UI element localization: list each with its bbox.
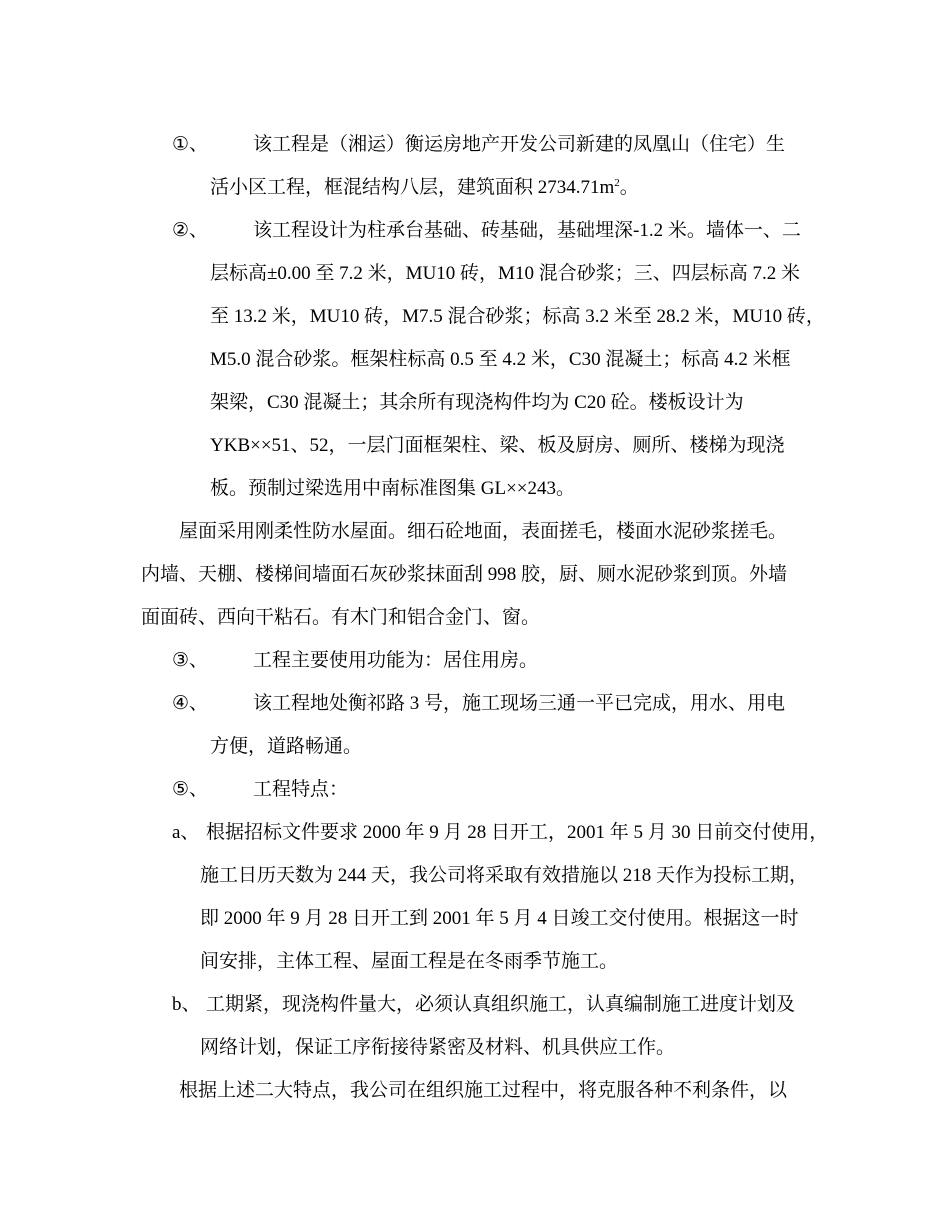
closing-line-1: 根据上述二大特点，我公司在组织施工过程中，将克服各种不利条件，以 bbox=[179, 1080, 788, 1101]
item-4-line-2: 方便，道路畅通。 bbox=[210, 736, 363, 757]
item-3-line-1: 工程主要使用功能为：居住用房。 bbox=[253, 650, 539, 671]
roof-para-line-3: 面面砖、西向干粘石。有木门和铝合金门、窗。 bbox=[141, 607, 541, 628]
item-1-line-2-end: 。 bbox=[619, 177, 639, 198]
item-b-line-1: 工期紧，现浇构件量大，必须认真组织施工，认真编制施工进度计划及 bbox=[206, 994, 796, 1015]
item-2-line-3: 至 13.2 米，MU10 砖，M7.5 混合砂浆；标高 3.2 米至 28.2 米，MU10 砖， bbox=[210, 306, 825, 327]
item-1-line-2 bbox=[210, 176, 639, 200]
item-a-line-3: 即 2000 年 9 月 28 日开工到 2001 年 5 月 4 日竣工交付使用。根据这一时 bbox=[200, 908, 799, 929]
item-2-marker: ②、 bbox=[172, 220, 209, 241]
item-a-line-1: 根据招标文件要求 2000 年 9 月 28 日开工，2001 年 5 月 30 日前交付使用， bbox=[206, 822, 829, 843]
item-a-line-4: 间安排，主体工程、屋面工程是在冬雨季节施工。 bbox=[200, 951, 619, 972]
item-5-line-1: 工程特点： bbox=[253, 779, 349, 800]
item-1-line-1: 该工程是（湘运）衡运房地产开发公司新建的凤凰山（住宅）生 bbox=[253, 134, 786, 155]
item-2-line-5: 架梁，C30 混凝土；其余所有现浇构件均为 C20 砼。楼板设计为 bbox=[210, 392, 744, 413]
item-3-marker: ③、 bbox=[172, 650, 209, 671]
item-4-line-1: 该工程地处衡祁路 3 号，施工现场三通一平已完成，用水、用电 bbox=[253, 693, 786, 714]
item-2-line-4: M5.0 混合砂浆。框架柱标高 0.5 至 4.2 米，C30 混凝土；标高 4.2 米框 bbox=[210, 349, 791, 370]
item-1-marker: ①、 bbox=[172, 134, 209, 155]
item-1-line-2-text: 活小区工程，框混结构八层，建筑面积 2734.71m bbox=[210, 177, 615, 198]
roof-para-line-1: 屋面采用刚柔性防水屋面。细石砼地面，表面搓毛，楼面水泥砂浆搓毛。 bbox=[179, 521, 788, 542]
superscript-2: 2 bbox=[614, 177, 620, 189]
item-a-marker: a、 bbox=[172, 822, 200, 843]
item-2-line-2: 层标高±0.00 至 7.2 米，MU10 砖，M10 混合砂浆；三、四层标高 7.2 米 bbox=[210, 263, 800, 284]
item-a-line-2: 施工日历天数为 244 天，我公司将采取有效措施以 218 天作为投标工期， bbox=[200, 865, 809, 886]
item-2-line-1: 该工程设计为柱承台基础、砖基础，基础埋深-1.2 米。墙体一、二 bbox=[253, 220, 801, 241]
item-5-marker: ⑤、 bbox=[172, 779, 209, 800]
item-2-line-7: 板。预制过梁选用中南标准图集 GL××243。 bbox=[210, 478, 576, 499]
item-b-marker: b、 bbox=[172, 994, 201, 1015]
item-2-line-6: YKB××51、52，一层门面框架柱、梁、板及厨房、厕所、楼梯为现浇 bbox=[210, 435, 785, 456]
roof-para-line-2: 内墙、天棚、楼梯间墙面石灰砂浆抹面刮 998 胶，厨、厕水泥砂浆到顶。外墙 bbox=[141, 564, 788, 585]
item-4-marker: ④、 bbox=[172, 693, 209, 714]
item-b-line-2: 网络计划，保证工序衔接待紧密及材料、机具供应工作。 bbox=[200, 1037, 676, 1058]
